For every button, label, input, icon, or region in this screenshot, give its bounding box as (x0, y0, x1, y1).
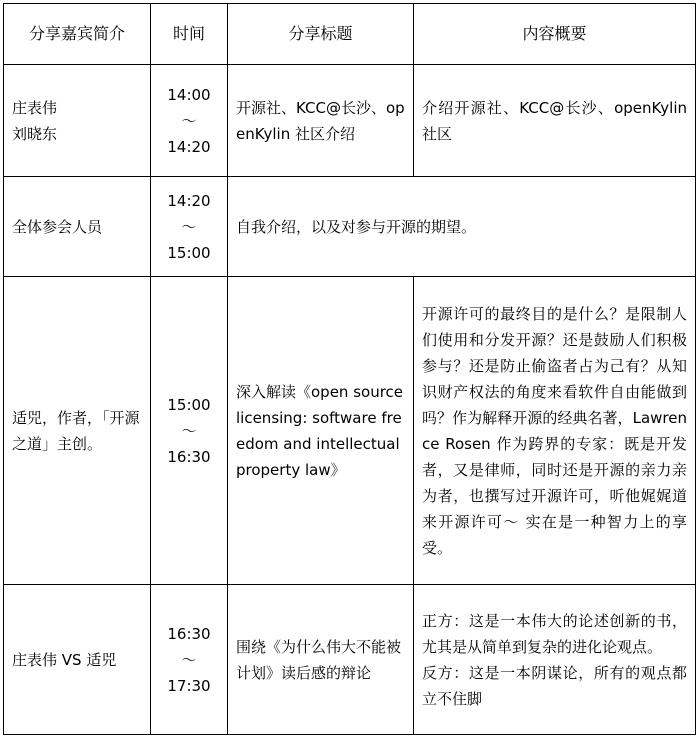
time-end: 14:20 (167, 137, 211, 156)
agenda-table (3, 3, 696, 735)
time-end: 17:30 (167, 676, 211, 695)
time-start: 14:00 (167, 85, 211, 104)
title-cell: 深入解读《open source licensing: software freedom and intellectual property law》 (228, 277, 414, 585)
table-row (4, 177, 696, 277)
title-cell: 自我介绍，以及对参与开源的期望。 (228, 177, 696, 277)
time-start: 16:30 (167, 624, 211, 643)
title-cell: 开源社、KCC@长沙、openKylin 社区介绍 (228, 65, 414, 177)
time-cell (151, 585, 228, 735)
summary-con: 反方：这是一本阴谋论，所有的观点都立不住脚 (422, 663, 687, 708)
summary-cell: 开源许可的最终目的是什么？是限制人们使用和分发开源？还是鼓励人们积极参与？还是防止偷盗者占为己有？从知识财产权法的角度来看软件自由能做到吗？作为解释开源的经典名著，Lawrence Rosen 作为跨界的专家：既是开发者，又是律师，同时还是开源的亲力亲为者，也撰写过开源许可，听他娓娓道来开源许可～ 实在是一种智力上的享受。 (414, 277, 696, 585)
table-row (4, 585, 696, 735)
header-time: 时间 (151, 4, 228, 65)
time-start: 14:20 (167, 191, 211, 210)
time-end: 15:00 (167, 243, 211, 262)
title-cell: 围绕《为什么伟大不能被计划》读后感的辩论 (228, 585, 414, 735)
speaker-cell: 全体参会人员 (4, 177, 151, 277)
time-separator: ～ (181, 217, 197, 236)
time-separator: ～ (181, 421, 197, 440)
summary-cell: 介绍开源社、KCC@长沙、openKylin 社区 (414, 65, 696, 177)
header-speaker: 分享嘉宾简介 (4, 4, 151, 65)
table-row (4, 65, 696, 177)
time-start: 15:00 (167, 395, 211, 414)
header-title: 分享标题 (228, 4, 414, 65)
time-cell (151, 277, 228, 585)
time-separator: ～ (181, 111, 197, 130)
time-cell (151, 65, 228, 177)
speaker-cell: 适兕，作者，「开源之道」主创。 (4, 277, 151, 585)
time-cell (151, 177, 228, 277)
summary-cell (414, 585, 696, 735)
time-end: 16:30 (167, 447, 211, 466)
table-row (4, 277, 696, 585)
speaker-cell: 庄表伟 VS 适兕 (4, 585, 151, 735)
header-summary: 内容概要 (414, 4, 696, 65)
time-separator: ～ (181, 650, 197, 669)
header-row (4, 4, 696, 65)
speaker-cell: 庄表伟 刘晓东 (4, 65, 151, 177)
summary-pro: 正方：这是一本伟大的论述创新的书，尤其是从简单到复杂的进化论观点。 (422, 611, 687, 656)
